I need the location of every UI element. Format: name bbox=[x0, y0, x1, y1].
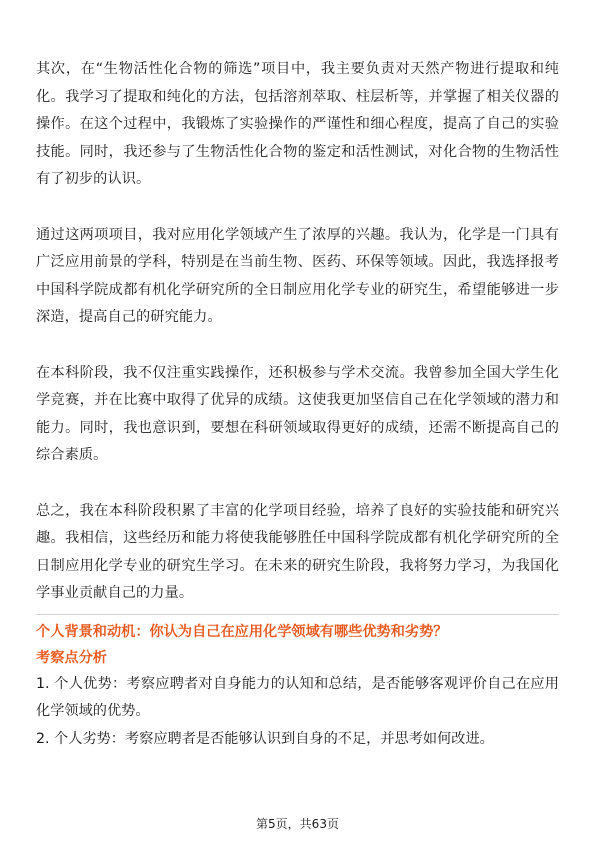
interview-question: 个人背景和动机：你认为自己在应用化学领域有哪些优势和劣势？ bbox=[36, 623, 448, 640]
body-paragraph-2: 通过这两项项目，我对应用化学领域产生了浓厚的兴趣。我认为，化学是一门具有广泛应用前景的学科，特别是在当前生物、医药、环保等领域。因此，我选择报考中国科学院成都有机化学研究所的全日制应用化学专业的研究生，希望能够进一步深造，提高自己的研究能力。 bbox=[36, 226, 559, 325]
body-paragraph-3: 在本科阶段，我不仅注重实践操作，还积极参与学术交流。我曾参加全国大学生化学竞赛，并在比赛中取得了优异的成绩。这使我更加坚信自己在化学领域的潜力和能力。同时，我也意识到，要想在科研领域取得更好的成绩，还需不断提高自己的综合素质。 bbox=[36, 364, 559, 463]
analysis-title: 考察点分析 bbox=[36, 649, 107, 666]
paragraph-gap bbox=[36, 332, 559, 360]
analysis-point-1: 1. 个人优势：考察应聘者对自身能力的认知和总结，是否能够客观评价自己在应用化学领域的优势。 bbox=[36, 675, 559, 719]
body-paragraph-4: 总之，我在本科阶段积累了丰富的化学项目经验，培养了良好的实验技能和研究兴趣。我相信，这些经历和能力将使我能够胜任中国科学院成都有机化学研究所的全日制应用化学专业的研究生学习。在未来的研究生阶段，我将努力学习，为我国化学事业贡献自己的力量。 bbox=[36, 502, 559, 601]
section-divider bbox=[36, 614, 559, 615]
analysis-point-2: 2. 个人劣势：考察应聘者是否能够认识到自身的不足，并思考如何改进。 bbox=[36, 730, 494, 747]
page-number-footer: 第5页，共63页 bbox=[256, 817, 339, 831]
body-paragraph-1: 其次，在“生物活性化合物的筛选”项目中，我主要负责对天然产物进行提取和纯化。我学习了提取和纯化的方法，包括溶剂萃取、柱层析等，并掌握了相关仪器的操作。在这个过程中，我锻炼了实验操作的严谨性和细心程度，提高了自己的实验技能。同时，我还参与了生物活性化合物的鉴定和活性测试，对化合物的生物活性有了初步的认识。 bbox=[36, 61, 559, 187]
paragraph-gap bbox=[36, 470, 559, 498]
paragraph-gap bbox=[36, 194, 559, 222]
